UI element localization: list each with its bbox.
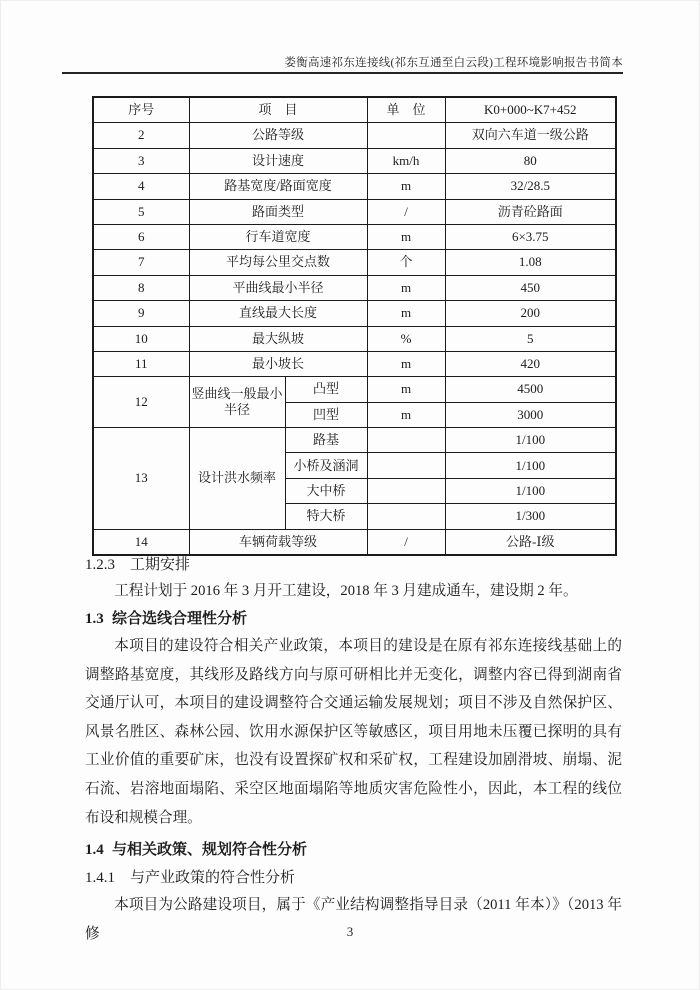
cell-no: 6 [93,224,189,249]
section-number: 1.4.1 [85,870,115,886]
cell-item: 直线最大长度 [189,301,367,326]
cell-value: 1/100 [445,428,616,453]
cell-unit: 个 [367,250,445,275]
cell-value: 1/300 [445,504,616,529]
section-title: 工期安排 [130,557,191,573]
cell-value: 80 [445,148,616,173]
cell-no: 5 [93,199,189,224]
table-row [93,199,616,224]
cell-unit: m [367,351,445,376]
cell-item: 路基宽度/路面宽度 [189,174,367,199]
cell-item: 公路等级 [189,123,367,148]
header-rule [62,72,623,74]
section-heading-1-3 [85,607,622,628]
cell-unit: km/h [367,148,445,173]
cell-value: 450 [445,275,616,300]
cell-item: 最大纵坡 [189,326,367,351]
col-header-value: K0+000~K7+452 [445,97,616,123]
cell-value: 1.08 [445,250,616,275]
cell-no: 12 [93,377,189,428]
cell-item: 最小坡长 [189,351,367,376]
cell-item: 设计洪水频率 [189,428,285,530]
section-heading-1-2-3 [85,553,622,574]
section-title: 与产业政策的符合性分析 [130,870,296,886]
cell-subtype: 大中桥 [285,478,367,503]
cell-no: 11 [93,351,189,376]
spec-table [92,96,617,556]
cell-value: 200 [445,301,616,326]
cell-unit: m [367,301,445,326]
cell-no: 14 [93,529,189,555]
cell-unit [367,123,445,148]
table-row [93,123,616,148]
cell-subtype: 路基 [285,428,367,453]
cell-unit: m [367,224,445,249]
paragraph-industry-policy: 本项目为公路建设项目，属于《产业结构调整指导目录（2011 年本）》（2013 年修 [85,897,622,942]
cell-item: 竖曲线一般最小半径 [189,377,285,428]
cell-no: 13 [93,428,189,530]
cell-unit [367,428,445,453]
cell-value: 3000 [445,402,616,427]
cell-value: 420 [445,351,616,376]
cell-unit: / [367,529,445,555]
cell-item: 行车道宽度 [189,224,367,249]
table-row [93,301,616,326]
table-row [93,326,616,351]
col-header-unit: 单 位 [367,97,445,123]
table-row [93,351,616,376]
paragraph-schedule: 工程计划于 2016 年 3 月开工建设，2018 年 3 月建成通车，建设期 2 年。 [114,583,578,599]
cell-value: 32/28.5 [445,174,616,199]
cell-item: 车辆荷载等级 [189,529,367,555]
section-title: 综合选线合理性分析 [112,611,248,627]
cell-no: 8 [93,275,189,300]
table-row-14 [93,529,616,555]
cell-unit: m [367,402,445,427]
table-row [93,148,616,173]
running-header: 娄衡高速祁东连接线(祁东互通至白云段)工程环境影响报告书简本 [284,57,623,69]
section-number: 1.3 [85,611,104,627]
cell-value: 1/100 [445,478,616,503]
cell-unit: % [367,326,445,351]
cell-unit: m [367,275,445,300]
cell-no: 2 [93,123,189,148]
table-row [93,224,616,249]
cell-subtype: 小桥及涵洞 [285,453,367,478]
cell-no: 3 [93,148,189,173]
cell-value: 公路-Ⅰ级 [445,529,616,555]
table-row [93,275,616,300]
section-title: 与相关政策、规划符合性分析 [112,842,308,858]
section-heading-1-4-1 [85,866,622,887]
table-row [93,250,616,275]
page-number: 3 [346,924,354,939]
table-row-12a [93,377,616,402]
cell-value: 沥青砼路面 [445,199,616,224]
cell-value: 4500 [445,377,616,402]
cell-no: 4 [93,174,189,199]
cell-value: 6×3.75 [445,224,616,249]
section-heading-1-4 [85,838,622,859]
col-header-no: 序号 [93,97,189,123]
cell-unit: m [367,377,445,402]
section-number: 1.4 [85,842,104,858]
cell-item: 路面类型 [189,199,367,224]
cell-item: 平曲线最小半径 [189,275,367,300]
cell-subtype: 凸型 [285,377,367,402]
cell-unit: m [367,174,445,199]
col-header-item: 项 目 [189,97,367,123]
cell-subtype: 凹型 [285,402,367,427]
cell-unit [367,504,445,529]
cell-unit: / [367,199,445,224]
cell-unit [367,453,445,478]
cell-value: 1/100 [445,453,616,478]
cell-value: 5 [445,326,616,351]
cell-value: 双向六车道一级公路 [445,123,616,148]
cell-no: 7 [93,250,189,275]
cell-item: 平均每公里交点数 [189,250,367,275]
cell-unit [367,478,445,503]
cell-item: 设计速度 [189,148,367,173]
cell-no: 10 [93,326,189,351]
section-number: 1.2.3 [85,557,115,573]
table-row [93,174,616,199]
table-row-13a [93,428,616,453]
table-header-row [93,97,616,123]
paragraph-route-analysis: 本项目的建设符合相关产业政策，本项目的建设是在原有祁东连接线基础上的调整路基宽度，其线形及路线方向与原可研相比并无变化，调整内容已得到湖南省交通厅认可，本项目的建设调整符合交通运输发展规划；项目不涉及自然保护区、风景名胜区、森林公园、饮用水源保护区等敏感区，项目用地未压覆已探明的具有工业价值的重要矿床，也没有设置探矿权和采矿权，工程建设加剧滑坡、崩塌、泥石流、岩溶地面塌陷、采空区地面塌陷等地质灾害危险性小，因此，本工程的线位布设和规模合理。 [85,638,622,826]
cell-no: 9 [93,301,189,326]
cell-subtype: 特大桥 [285,504,367,529]
